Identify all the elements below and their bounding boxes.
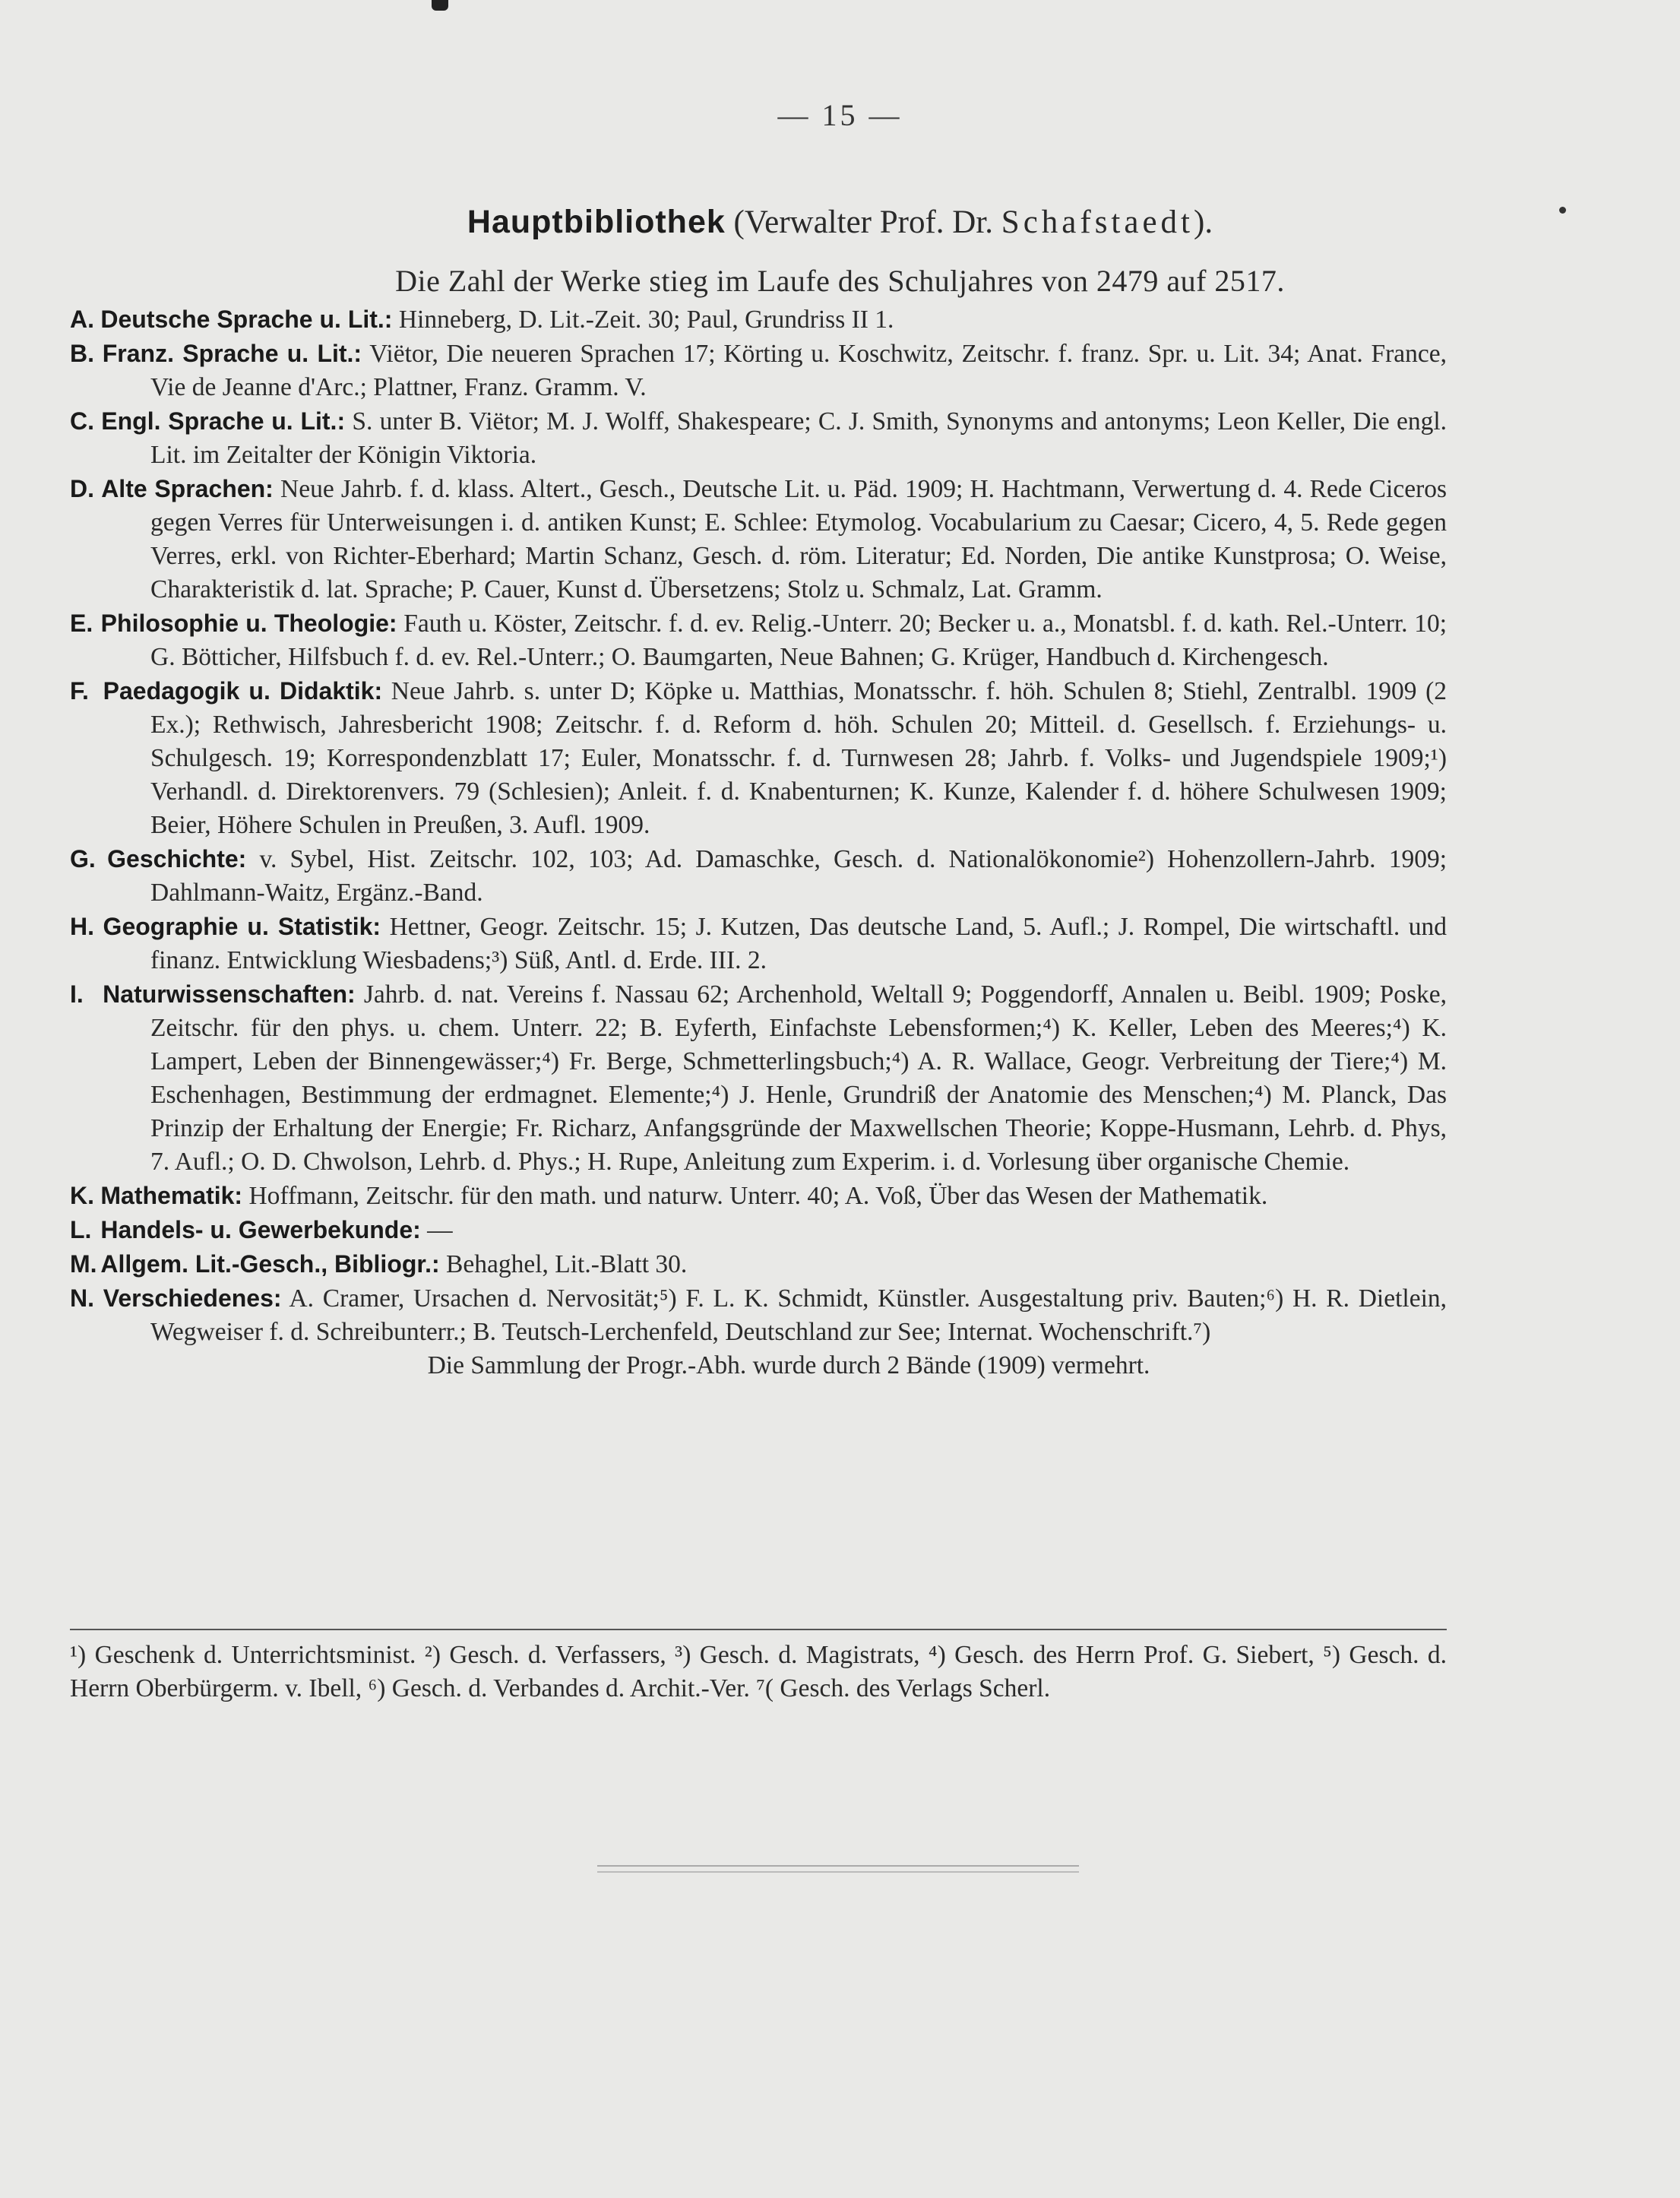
entry-text: v. Sybel, Hist. Zeitschr. 102, 103; Ad. Damaschke, Gesch. d. Nationalökonomie²) Hohenzollern-Jahrb. 1909; Dahlmann-Waitz, Ergänz.-Band. xyxy=(150,845,1447,907)
entry-text: Viëtor, Die neueren Sprachen 17; Körting u. Koschwitz, Zeitschr. f. franz. Spr. u. Lit. 34; Anat. France, Vie de Jeanne d'Arc.; Plattner, Franz. Gramm. V. xyxy=(150,340,1447,401)
entry-label: Geographie u. Statistik: xyxy=(103,913,381,940)
entry-label: Handels- u. Gewerbekunde: xyxy=(100,1216,421,1243)
scan-mark xyxy=(432,0,448,11)
end-rule xyxy=(597,1865,1079,1873)
entry-letter: H. xyxy=(70,913,94,940)
entry-letter: E. xyxy=(70,610,93,637)
entry-letter: K. xyxy=(70,1182,94,1209)
entry-l xyxy=(70,1213,1447,1247)
entry-i xyxy=(70,977,1447,1179)
entry-label: Mathematik: xyxy=(100,1182,243,1209)
entry-a xyxy=(70,302,1447,337)
entry-h xyxy=(70,910,1447,977)
entry-letter: C. xyxy=(70,407,94,435)
closing-line: Die Sammlung der Progr.-Abh. wurde durch 2 Bände (1909) vermehrt. xyxy=(427,1351,1150,1379)
summary-line: Die Zahl der Werke stieg im Laufe des Schuljahres von 2479 auf 2517. xyxy=(395,264,1285,298)
entry-text: Jahrb. d. nat. Vereins f. Nassau 62; Archenhold, Weltall 9; Poggendorff, Annalen u. Beibl. 1909; Poske, Zeitschr. für den phys. u. chem. Unterr. 22; B. Eyferth, Einfachste Lebensformen;⁴) K. Keller, Leben des Meeres;⁴) K. Lampert, Leben der Binnengewässer;⁴) Fr. Berge, Schmetterlingsbuch;⁴) A. R. Wallace, Geogr. Verbreitung der Tiere;⁴) M. Eschenhagen, Bestimmung der erdmagnet. Elemente;⁴) J. Henle, Grundriß der Anatomie des Menschen;⁴) M. Planck, Das Prinzip der Erhaltung der Energie; Fr. Richarz, Anfangsgründe der Maxwellschen Theorie; Koppe-Husmann, Lehrb. d. Phys, 7. Aufl.; O. D. Chwolson, Lehrb. d. Phys.; H. Rupe, Anleitung zum Experim. i. d. Vorlesung über organische Chemie. xyxy=(150,980,1447,1176)
entry-text: A. Cramer, Ursachen d. Nervosität;⁵) F. L. K. Schmidt, Künstler. Ausgestaltung priv. Bauten;⁶) H. R. Dietlein, Wegweiser f. d. Schreibunterr.; B. Teutsch-Lerchenfeld, Deutschland zur See; Internat. Wochenschrift.⁷) xyxy=(150,1284,1447,1346)
footnote-divider xyxy=(70,1629,1447,1630)
entry-label: Engl. Sprache u. Lit.: xyxy=(101,407,346,435)
entry-label: Allgem. Lit.-Gesch., Bibliogr.: xyxy=(100,1250,440,1278)
entry-letter: D. xyxy=(70,475,94,502)
page-number: — 15 — xyxy=(777,98,903,132)
entry-letter: G. xyxy=(70,845,96,873)
entry-letter: N. xyxy=(70,1284,94,1312)
entry-text: Fauth u. Köster, Zeitschr. f. d. ev. Relig.-Unterr. 20; Becker u. a., Monatsbl. f. d. kath. Rel.-Unterr. 10; G. Bötticher, Hilfsbuch f. d. ev. Rel.-Unterr.; O. Baumgarten, Neue Bahnen; G. Krüger, Handbuch d. Kirchengesch. xyxy=(150,610,1447,671)
entry-f xyxy=(70,674,1447,842)
entry-letter: A. xyxy=(70,306,94,333)
heading-post: ). xyxy=(1194,204,1213,240)
entry-list xyxy=(70,302,1447,1382)
entry-letter: L. xyxy=(70,1216,92,1243)
entry-label: Philosophie u. Theologie: xyxy=(100,610,397,637)
entry-letter: F. xyxy=(70,677,89,705)
page-title xyxy=(0,204,1680,241)
entry-text: Neue Jahrb. f. d. klass. Altert., Gesch., Deutsche Lit. u. Päd. 1909; H. Hachtmann, Verwertung d. 4. Rede Ciceros gegen Verres für Unterweisungen i. d. antiken Kunst; E. Schlee: Etymolog. Vocabularium zu Caesar; Cicero, 4, 5. Rede gegen Verres, erkl. von Richter-Eberhard; Martin Schanz, Gesch. d. röm. Literatur; Ed. Norden, Die antike Kunstprosa; O. Weise, Charakteristik d. lat. Sprache; P. Cauer, Kunst d. Übersetzens; Stolz u. Schmalz, Lat. Gramm. xyxy=(150,475,1447,603)
entry-label: Franz. Sprache u. Lit.: xyxy=(102,340,362,367)
entry-label: Geschichte: xyxy=(107,845,247,873)
entry-text: — xyxy=(427,1216,453,1244)
entry-label: Naturwissenschaften: xyxy=(103,980,356,1008)
entry-text: Hettner, Geogr. Zeitschr. 15; J. Kutzen, Das deutsche Land, 5. Aufl.; J. Rompel, Die wirtschaftl. und finanz. Entwicklung Wiesbadens;³) Süß, Antl. d. Erde. III. 2. xyxy=(150,913,1447,974)
entry-text: Hoffmann, Zeitschr. für den math. und naturw. Unterr. 40; A. Voß, Über das Wesen der Mathematik. xyxy=(248,1182,1268,1210)
heading-name: Schafstaedt xyxy=(1001,204,1194,240)
entry-b xyxy=(70,337,1447,404)
entry-label: Alte Sprachen: xyxy=(101,475,274,502)
entry-label: Verschiedenes: xyxy=(103,1284,282,1312)
entry-text: S. unter B. Viëtor; M. J. Wolff, Shakespeare; C. J. Smith, Synonyms and antonyms; Leon Keller, Die engl. Lit. im Zeitalter der Königin Viktoria. xyxy=(150,407,1447,469)
entry-n xyxy=(70,1281,1447,1349)
entry-letter: B. xyxy=(70,340,94,367)
entry-k xyxy=(70,1179,1447,1213)
entry-text: Neue Jahrb. s. unter D; Köpke u. Matthias, Monatsschr. f. höh. Schulen 8; Stiehl, Zentralbl. 1909 (2 Ex.); Rethwisch, Jahresbericht 1908; Zeitschr. f. d. Reform d. höh. Schulen 20; Mitteil. d. Gesellsch. f. Erziehungs- u. Schulgesch. 19; Korrespondenzblatt 17; Euler, Monatsschr. f. d. Turnwesen 28; Jahrb. f. Volks- und Jugendspiele 1909;¹) Verhandl. d. Direktorenvers. 79 (Schlesien); Anleit. f. d. Knabenturnen; K. Kunze, Kalender f. d. höhere Schulwesen 1909; Beier, Höhere Schulen in Preußen, 3. Aufl. 1909. xyxy=(150,677,1447,839)
entry-label: Paedagogik u. Didaktik: xyxy=(103,677,383,705)
entry-m xyxy=(70,1247,1447,1281)
heading-pre: (Verwalter Prof. Dr. xyxy=(733,204,994,240)
entry-letter: I. xyxy=(70,980,84,1008)
entry-letter: M. xyxy=(70,1250,97,1278)
entry-text: Hinneberg, D. Lit.-Zeit. 30; Paul, Grundriss II 1. xyxy=(398,306,894,334)
entry-d xyxy=(70,472,1447,607)
entry-e xyxy=(70,607,1447,674)
footnotes: ¹) Geschenk d. Unterrichtsminist. ²) Gesch. d. Verfassers, ³) Gesch. d. Magistrats, ⁴) Gesch. des Herrn Prof. G. Siebert, ⁵) Gesch. d. Herrn Oberbürgerm. v. Ibell, ⁶) Gesch. d. Verbandes d. Archit.-Ver. ⁷( Gesch. des Verlags Scherl. xyxy=(70,1641,1447,1702)
heading-title: Hauptbibliothek xyxy=(467,204,726,240)
entry-label: Deutsche Sprache u. Lit.: xyxy=(100,306,393,333)
entry-g xyxy=(70,842,1447,910)
entry-c xyxy=(70,404,1447,472)
entry-text: Behaghel, Lit.-Blatt 30. xyxy=(446,1250,688,1278)
